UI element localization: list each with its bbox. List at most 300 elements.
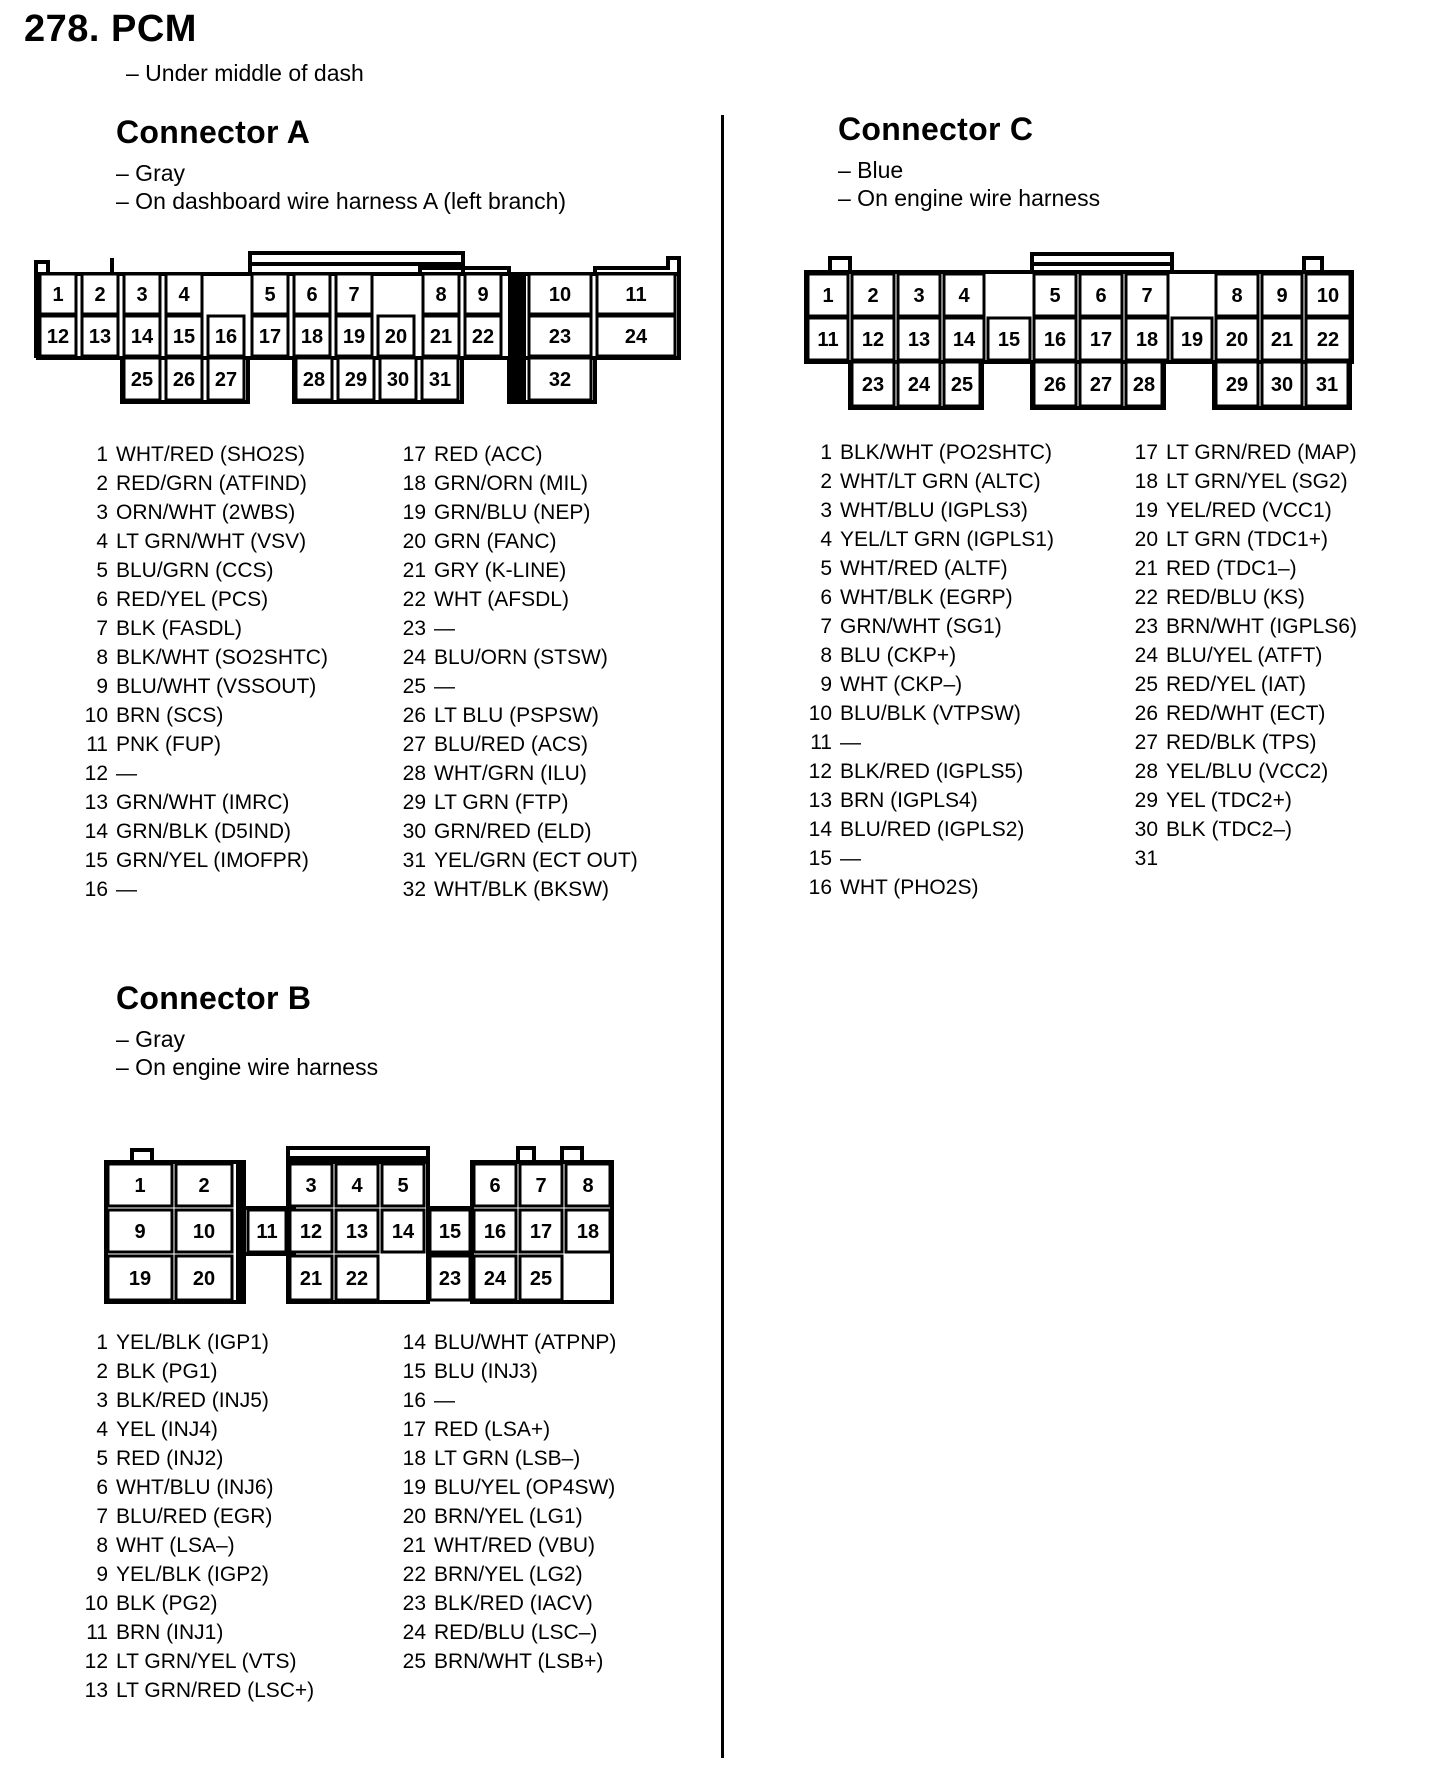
pin-number: 26: [402, 704, 426, 727]
pin-wire-label: RED/BLK (TPS): [1166, 731, 1317, 754]
pin-wire-label: BLU/RED (IGPLS2): [840, 818, 1025, 841]
pin-number: 21: [402, 559, 426, 582]
svg-text:1: 1: [134, 1175, 146, 1197]
svg-text:16: 16: [214, 326, 238, 348]
svg-text:9: 9: [1276, 285, 1288, 307]
svg-text:13: 13: [907, 329, 931, 351]
pin-wire-label: YEL/GRN (ECT OUT): [434, 849, 638, 872]
pin-wire-label: BLK (TDC2–): [1166, 818, 1293, 841]
svg-text:16: 16: [483, 1221, 507, 1243]
pin-wire-label: BLU/YEL (OP4SW): [434, 1476, 616, 1499]
svg-text:3: 3: [913, 285, 925, 307]
pin-number: 1: [96, 443, 108, 466]
svg-text:5: 5: [1049, 285, 1061, 307]
pin-number: 25: [402, 675, 426, 698]
svg-text:25: 25: [950, 374, 974, 396]
svg-text:11: 11: [625, 284, 647, 306]
pin-number: 8: [820, 644, 832, 667]
pin-list-item: [1122, 699, 1357, 728]
pin-list-item: [1122, 525, 1357, 554]
pin-number: 22: [1134, 586, 1158, 609]
pin-number: 12: [84, 1650, 108, 1673]
pin-wire-label: BLU/YEL (ATFT): [1166, 644, 1323, 667]
pin-wire-label: BLK/RED (IGPLS5): [840, 760, 1024, 783]
pin-number: 13: [84, 791, 108, 814]
pin-wire-label: GRN/YEL (IMOFPR): [116, 849, 309, 872]
svg-text:28: 28: [1132, 374, 1156, 396]
pin-number: 24: [1134, 644, 1158, 667]
pin-wire-label: LT GRN (FTP): [434, 791, 569, 814]
pin-wire-label: BLU/RED (EGR): [116, 1505, 273, 1528]
pin-number: 20: [1134, 528, 1158, 551]
pin-list-item: [796, 525, 1054, 554]
pin-number: 18: [402, 1447, 426, 1470]
connector-a-color: – Gray: [116, 160, 186, 186]
connector-b-color: – Gray: [116, 1026, 186, 1052]
pin-wire-label: WHT/RED (ALTF): [840, 557, 1008, 580]
pin-list-item: [796, 873, 1054, 902]
pin-wire-label: RED/WHT (ECT): [1166, 702, 1326, 725]
pin-number: 22: [402, 588, 426, 611]
svg-text:18: 18: [1135, 329, 1159, 351]
pin-wire-label: WHT/BLK (BKSW): [434, 878, 610, 901]
svg-text:26: 26: [1043, 374, 1067, 396]
connector-c-pins-right: [1122, 438, 1357, 873]
pin-wire-label: BLU/GRN (CCS): [116, 559, 274, 582]
pin-list-item: [796, 728, 1054, 757]
svg-text:19: 19: [128, 1268, 152, 1290]
pin-wire-label: WHT (CKP–): [840, 673, 963, 696]
svg-text:20: 20: [192, 1268, 216, 1290]
svg-text:28: 28: [302, 369, 326, 391]
pin-wire-label: BLK/RED (INJ5): [116, 1389, 269, 1412]
pin-wire-label: WHT (LSA–): [116, 1534, 235, 1557]
svg-text:22: 22: [1316, 329, 1340, 351]
svg-text:21: 21: [299, 1268, 323, 1290]
pin-number: 5: [820, 557, 832, 580]
pin-list-item: [796, 641, 1054, 670]
pin-number: 1: [96, 1331, 108, 1354]
svg-text:18: 18: [300, 326, 324, 348]
pin-number: 15: [84, 849, 108, 872]
pin-number: 18: [1134, 470, 1158, 493]
svg-text:27: 27: [1089, 374, 1113, 396]
pin-wire-label: BLK (FASDL): [116, 617, 243, 640]
pin-number: 5: [96, 1447, 108, 1470]
pin-number: 29: [402, 791, 426, 814]
svg-text:30: 30: [386, 369, 410, 391]
pin-list-item: [1122, 583, 1357, 612]
pin-wire-label: LT BLU (PSPSW): [434, 704, 599, 727]
pin-wire-label: WHT/GRN (ILU): [434, 762, 587, 785]
pin-number: 21: [402, 1534, 426, 1557]
pin-number: 32: [402, 878, 426, 901]
pin-wire-label: LT GRN (LSB–): [434, 1447, 581, 1470]
pin-number: 16: [808, 876, 832, 899]
pin-number: 20: [402, 1505, 426, 1528]
pin-wire-label: BLK (PG2): [116, 1592, 218, 1615]
pin-wire-label: BLK/WHT (PO2SHTC): [840, 441, 1052, 464]
pin-wire-label: RED/BLU (LSC–): [434, 1621, 598, 1644]
pin-number: 8: [96, 646, 108, 669]
svg-text:15: 15: [172, 326, 196, 348]
pin-number: 10: [84, 704, 108, 727]
pin-wire-label: BLK/RED (IACV): [434, 1592, 593, 1615]
pin-wire-label: WHT/LT GRN (ALTC): [840, 470, 1041, 493]
pin-number: 25: [402, 1650, 426, 1673]
pin-list-item: [796, 612, 1054, 641]
pin-wire-label: WHT/RED (VBU): [434, 1534, 595, 1557]
pin-wire-label: BLU (INJ3): [434, 1360, 538, 1383]
pin-wire-label: YEL/RED (VCC1): [1166, 499, 1332, 522]
pin-number: 18: [402, 472, 426, 495]
svg-text:24: 24: [907, 374, 931, 396]
pin-number: 20: [402, 530, 426, 553]
pin-wire-label: BRN/WHT (LSB+): [434, 1650, 604, 1673]
svg-text:15: 15: [438, 1221, 462, 1243]
pin-wire-label: —: [840, 847, 861, 870]
pin-wire-label: ORN/WHT (2WBS): [116, 501, 296, 524]
pin-number: 1: [820, 441, 832, 464]
pin-number: 17: [402, 1418, 426, 1441]
svg-text:14: 14: [130, 326, 154, 348]
pin-wire-label: RED/YEL (PCS): [116, 588, 269, 611]
pin-number: 14: [84, 820, 108, 843]
svg-text:17: 17: [258, 326, 282, 348]
connector-c-color: – Blue: [838, 157, 904, 183]
pin-number: 29: [1134, 789, 1158, 812]
svg-text:29: 29: [1225, 374, 1249, 396]
svg-text:23: 23: [548, 326, 572, 348]
page-subtitle: – Under middle of dash: [126, 60, 364, 86]
svg-text:21: 21: [429, 326, 453, 348]
pin-wire-label: GRN/WHT (IMRC): [116, 791, 290, 814]
svg-text:4: 4: [351, 1175, 363, 1197]
pin-wire-label: WHT (AFSDL): [434, 588, 569, 611]
svg-text:19: 19: [342, 326, 366, 348]
pin-wire-label: WHT/BLU (INJ6): [116, 1476, 274, 1499]
pin-number: 23: [1134, 615, 1158, 638]
pin-number: 17: [1134, 441, 1158, 464]
svg-text:3: 3: [305, 1175, 317, 1197]
pin-number: 31: [402, 849, 426, 872]
svg-text:1: 1: [52, 284, 64, 306]
pin-wire-label: WHT/RED (SHO2S): [116, 443, 305, 466]
svg-text:20: 20: [1225, 329, 1249, 351]
svg-text:6: 6: [1095, 285, 1107, 307]
pin-wire-label: PNK (FUP): [116, 733, 221, 756]
pin-number: 7: [96, 1505, 108, 1528]
svg-text:29: 29: [344, 369, 368, 391]
pin-wire-label: BRN/YEL (LG2): [434, 1563, 583, 1586]
svg-text:8: 8: [435, 284, 447, 306]
pin-list-item: [796, 583, 1054, 612]
svg-text:22: 22: [471, 326, 495, 348]
svg-text:13: 13: [345, 1221, 369, 1243]
pin-number: 23: [402, 617, 426, 640]
pin-number: 16: [84, 878, 108, 901]
pin-number: 17: [402, 443, 426, 466]
svg-text:15: 15: [997, 329, 1021, 351]
svg-text:2: 2: [198, 1175, 210, 1197]
svg-text:32: 32: [548, 369, 572, 391]
pin-wire-label: RED (INJ2): [116, 1447, 224, 1470]
svg-text:25: 25: [529, 1268, 553, 1290]
pin-wire-label: BRN (SCS): [116, 704, 224, 727]
pin-wire-label: YEL (INJ4): [116, 1418, 218, 1441]
svg-text:25: 25: [130, 369, 154, 391]
pin-wire-label: BLU/WHT (VSSOUT): [116, 675, 317, 698]
pin-wire-label: —: [840, 731, 861, 754]
connector-b-title: Connector B: [116, 980, 312, 1016]
svg-text:24: 24: [483, 1268, 507, 1290]
pin-number: 28: [1134, 760, 1158, 783]
svg-text:7: 7: [1141, 285, 1153, 307]
svg-text:26: 26: [172, 369, 196, 391]
pin-list-item: [1122, 728, 1357, 757]
pin-number: 30: [402, 820, 426, 843]
pin-wire-label: —: [116, 762, 137, 785]
pin-wire-label: GRY (K-LINE): [434, 559, 567, 582]
pin-list-item: [1122, 467, 1357, 496]
pin-number: 31: [1134, 847, 1158, 870]
svg-text:11: 11: [256, 1221, 278, 1243]
pin-number: 10: [808, 702, 832, 725]
svg-text:10: 10: [192, 1221, 216, 1243]
svg-text:14: 14: [952, 329, 976, 351]
pin-number: 22: [402, 1563, 426, 1586]
pin-list-item: [796, 670, 1054, 699]
pin-wire-label: GRN/WHT (SG1): [840, 615, 1002, 638]
svg-text:2: 2: [867, 285, 879, 307]
pin-list-item: [796, 699, 1054, 728]
pin-list-item: [1122, 612, 1357, 641]
pin-wire-label: LT GRN/WHT (VSV): [116, 530, 307, 553]
pin-wire-label: RED (LSA+): [434, 1418, 551, 1441]
pin-list-item: [1122, 438, 1357, 467]
pin-number: 13: [84, 1679, 108, 1702]
svg-text:3: 3: [136, 284, 148, 306]
pin-number: 19: [402, 501, 426, 524]
connector-b-location: – On engine wire harness: [116, 1054, 379, 1080]
page-title: 278. PCM: [24, 8, 197, 50]
pin-wire-label: BRN/WHT (IGPLS6): [1166, 615, 1357, 638]
svg-text:5: 5: [397, 1175, 409, 1197]
pin-number: 12: [808, 760, 832, 783]
pin-wire-label: LT GRN/YEL (SG2): [1166, 470, 1348, 493]
pin-number: 28: [402, 762, 426, 785]
pin-list-item: [1122, 554, 1357, 583]
svg-text:31: 31: [428, 369, 452, 391]
svg-text:30: 30: [1270, 374, 1294, 396]
pin-number: 9: [820, 673, 832, 696]
svg-text:27: 27: [214, 369, 238, 391]
svg-text:11: 11: [817, 329, 839, 351]
pin-number: 24: [402, 646, 426, 669]
pin-list-item: [796, 844, 1054, 873]
pin-number: 10: [84, 1592, 108, 1615]
svg-text:9: 9: [477, 284, 489, 306]
pin-number: 6: [96, 588, 108, 611]
pin-number: 30: [1134, 818, 1158, 841]
pin-wire-label: BLU/RED (ACS): [434, 733, 589, 756]
pin-number: 27: [1134, 731, 1158, 754]
pin-wire-label: —: [434, 617, 455, 640]
pin-list-item: [1122, 815, 1357, 844]
pin-number: 27: [402, 733, 426, 756]
svg-text:22: 22: [345, 1268, 369, 1290]
pin-wire-label: GRN/BLK (D5IND): [116, 820, 292, 843]
pin-wire-label: WHT/BLK (EGRP): [840, 586, 1013, 609]
pin-number: 6: [820, 586, 832, 609]
pin-number: 12: [84, 762, 108, 785]
svg-text:8: 8: [582, 1175, 594, 1197]
pin-wire-label: GRN/ORN (MIL): [434, 472, 588, 495]
pin-list-item: [796, 815, 1054, 844]
pin-list-item: [1122, 757, 1357, 786]
pin-number: 4: [96, 530, 108, 553]
connector-a-location: – On dashboard wire harness A (left branch): [116, 188, 567, 214]
svg-text:4: 4: [178, 284, 190, 306]
pin-wire-label: LT GRN/RED (MAP): [1166, 441, 1357, 464]
pin-list-item: [1122, 641, 1357, 670]
svg-text:13: 13: [88, 326, 112, 348]
svg-text:20: 20: [384, 326, 408, 348]
pin-list-item: [1122, 844, 1357, 873]
svg-text:12: 12: [299, 1221, 323, 1243]
svg-text:23: 23: [438, 1268, 462, 1290]
pin-number: 3: [96, 501, 108, 524]
pin-wire-label: YEL/BLK (IGP2): [116, 1563, 269, 1586]
pin-number: 6: [96, 1476, 108, 1499]
pin-list-item: [796, 757, 1054, 786]
pin-number: 14: [402, 1331, 426, 1354]
pin-number: 2: [820, 470, 832, 493]
svg-text:8: 8: [1231, 285, 1243, 307]
pin-wire-label: BRN (INJ1): [116, 1621, 224, 1644]
pin-number: 5: [96, 559, 108, 582]
pin-wire-label: —: [434, 675, 455, 698]
pin-list-item: [796, 496, 1054, 525]
svg-text:7: 7: [535, 1175, 547, 1197]
pin-number: 11: [86, 1621, 108, 1644]
pin-wire-label: —: [434, 1389, 455, 1412]
connector-c-pins-left: [796, 438, 1054, 902]
pin-number: 26: [1134, 702, 1158, 725]
svg-text:14: 14: [391, 1221, 415, 1243]
pin-wire-label: BLK/WHT (SO2SHTC): [116, 646, 328, 669]
connector-a-title: Connector A: [116, 114, 311, 150]
svg-text:4: 4: [958, 285, 970, 307]
pin-wire-label: RED (ACC): [434, 443, 543, 466]
svg-text:18: 18: [576, 1221, 600, 1243]
pin-number: 15: [808, 847, 832, 870]
pin-number: 8: [96, 1534, 108, 1557]
pin-wire-label: YEL/BLK (IGP1): [116, 1331, 269, 1354]
pin-wire-label: GRN/RED (ELD): [434, 820, 592, 843]
svg-text:31: 31: [1315, 374, 1339, 396]
pin-number: 24: [402, 1621, 426, 1644]
pin-wire-label: GRN/BLU (NEP): [434, 501, 591, 524]
svg-text:10: 10: [548, 284, 572, 306]
pin-wire-label: YEL/LT GRN (IGPLS1): [840, 528, 1054, 551]
svg-text:16: 16: [1043, 329, 1067, 351]
svg-text:12: 12: [861, 329, 885, 351]
svg-text:6: 6: [306, 284, 318, 306]
pin-wire-label: BRN/YEL (LG1): [434, 1505, 583, 1528]
pin-list-item: [796, 554, 1054, 583]
svg-text:17: 17: [529, 1221, 553, 1243]
svg-text:2: 2: [94, 284, 106, 306]
pin-list-item: [796, 786, 1054, 815]
pin-wire-label: —: [116, 878, 137, 901]
pin-list-item: [796, 438, 1054, 467]
pin-wire-label: RED/YEL (IAT): [1166, 673, 1307, 696]
pin-number: 14: [808, 818, 832, 841]
pin-number: 7: [96, 617, 108, 640]
pin-number: 3: [96, 1389, 108, 1412]
svg-text:1: 1: [822, 285, 834, 307]
svg-text:10: 10: [1316, 285, 1340, 307]
pin-number: 9: [96, 675, 108, 698]
pin-number: 4: [96, 1418, 108, 1441]
pin-wire-label: YEL (TDC2+): [1166, 789, 1292, 812]
pin-number: 9: [96, 1563, 108, 1586]
pin-number: 19: [1134, 499, 1158, 522]
pin-wire-label: WHT/BLU (IGPLS3): [840, 499, 1028, 522]
svg-text:9: 9: [134, 1221, 146, 1243]
svg-text:24: 24: [624, 326, 648, 348]
pin-number: 2: [96, 1360, 108, 1383]
pin-number: 21: [1134, 557, 1158, 580]
pin-list-item: [1122, 786, 1357, 815]
pin-wire-label: LT GRN/YEL (VTS): [116, 1650, 297, 1673]
pin-number: 11: [810, 731, 832, 754]
pin-wire-label: BLU/BLK (VTPSW): [840, 702, 1021, 725]
connector-c-location: – On engine wire harness: [838, 185, 1101, 211]
pin-wire-label: BLU/WHT (ATPNP): [434, 1331, 617, 1354]
pin-wire-label: YEL/BLU (VCC2): [1166, 760, 1329, 783]
svg-text:7: 7: [348, 284, 360, 306]
pin-wire-label: RED/BLU (KS): [1166, 586, 1305, 609]
pin-wire-label: LT GRN/RED (LSC+): [116, 1679, 315, 1702]
pin-list-item: [796, 467, 1054, 496]
pin-number: 3: [820, 499, 832, 522]
pin-wire-label: BRN (IGPLS4): [840, 789, 978, 812]
svg-text:5: 5: [264, 284, 276, 306]
pin-number: 7: [820, 615, 832, 638]
pin-list-item: [1122, 670, 1357, 699]
pin-number: 23: [402, 1592, 426, 1615]
svg-text:23: 23: [861, 374, 885, 396]
pin-list-item: [1122, 496, 1357, 525]
svg-text:17: 17: [1089, 329, 1113, 351]
pin-number: 19: [402, 1476, 426, 1499]
pin-wire-label: WHT (PHO2S): [840, 876, 979, 899]
pin-wire-label: GRN (FANC): [434, 530, 557, 553]
svg-text:19: 19: [1180, 329, 1204, 351]
pin-wire-label: BLU (CKP+): [840, 644, 957, 667]
svg-text:12: 12: [46, 326, 70, 348]
svg-text:21: 21: [1270, 329, 1294, 351]
pin-number: 4: [820, 528, 832, 551]
pin-wire-label: BLU/ORN (STSW): [434, 646, 608, 669]
svg-text:6: 6: [489, 1175, 501, 1197]
pin-number: 25: [1134, 673, 1158, 696]
pin-number: 15: [402, 1360, 426, 1383]
pin-number: 13: [808, 789, 832, 812]
pin-number: 2: [96, 472, 108, 495]
